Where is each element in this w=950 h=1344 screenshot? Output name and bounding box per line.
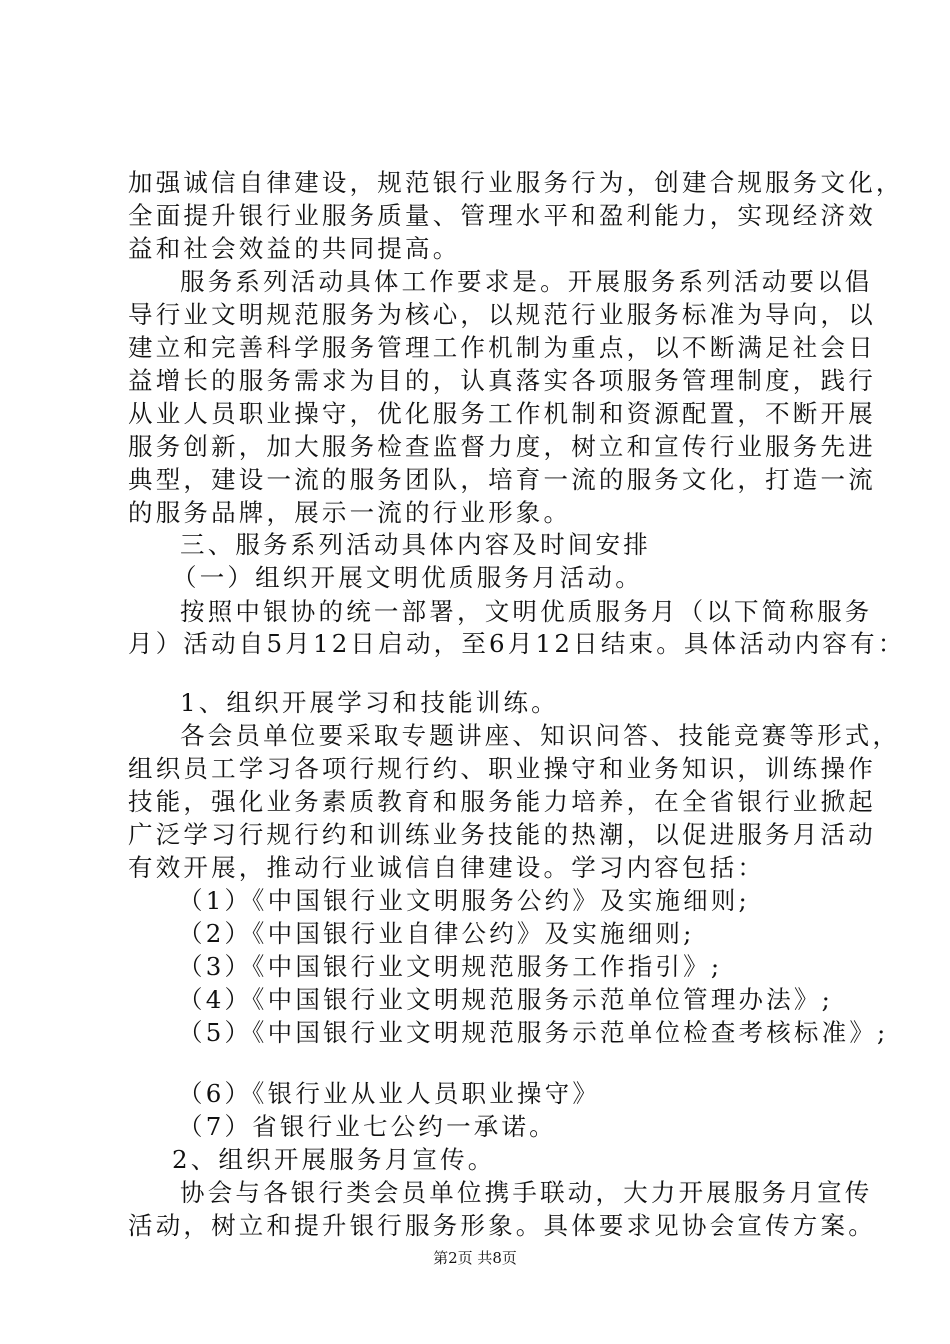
list-item: （3）《中国银行业文明规范服务工作指引》; — [178, 952, 723, 981]
paragraph-line: 活动，树立和提升银行服务形象。具体要求见协会宣传方案。 — [128, 1211, 876, 1240]
paragraph-line: 建立和完善科学服务管理工作机制为重点，以不断满足社会日 — [128, 333, 876, 362]
page-number-footer: 第2页 共8页 — [433, 1249, 517, 1267]
section-heading: 三、服务系列活动具体内容及时间安排 — [180, 530, 651, 559]
paragraph-line: 服务系列活动具体工作要求是。开展服务系列活动要以倡 — [180, 267, 873, 296]
paragraph-line: 组织员工学习各项行规行约、职业操守和业务知识，训练操作 — [128, 754, 876, 783]
paragraph-line: 的服务品牌，展示一流的行业形象。 — [128, 498, 572, 527]
paragraph-line: 有效开展，推动行业诚信自律建设。学习内容包括： — [128, 853, 766, 882]
list-item: （5）《中国银行业文明规范服务示范单位检查考核标准》; — [178, 1018, 889, 1047]
list-item: （6）《银行业从业人员职业操守》 — [178, 1079, 601, 1108]
paragraph-line: 技能，强化业务素质教育和服务能力培养，在全省银行业掀起 — [128, 787, 876, 816]
paragraph-line: 协会与各银行类会员单位携手联动，大力开展服务月宣传 — [180, 1178, 873, 1207]
paragraph-line: 导行业文明规范服务为核心，以规范行业服务标准为导向，以 — [128, 300, 876, 329]
paragraph-line: 益增长的服务需求为目的，认真落实各项服务管理制度，践行 — [128, 366, 876, 395]
list-item: （1）《中国银行业文明服务公约》及实施细则; — [178, 886, 750, 915]
item-heading: 2、组织开展服务月宣传。 — [172, 1145, 496, 1174]
paragraph-line: 益和社会效益的共同提高。 — [128, 234, 461, 263]
item-heading: 1、组织开展学习和技能训练。 — [180, 688, 559, 717]
list-item: （7）省银行业七公约一承诺。 — [178, 1112, 557, 1141]
list-item: （4）《中国银行业文明规范服务示范单位管理办法》; — [178, 985, 834, 1014]
paragraph-line: 加强诚信自律建设，规范银行业服务行为，创建合规服务文化， — [128, 168, 904, 197]
paragraph-line: 各会员单位要采取专题讲座、知识问答、技能竞赛等形式， — [180, 721, 901, 750]
paragraph-line: 服务创新，加大服务检查监督力度，树立和宣传行业服务先进 — [128, 432, 876, 461]
paragraph-line: 典型，建设一流的服务团队，培育一流的服务文化，打造一流 — [128, 465, 876, 494]
subsection-heading: （一）组织开展文明优质服务月活动。 — [172, 563, 643, 592]
list-item: （2）《中国银行业自律公约》及实施细则; — [178, 919, 695, 948]
paragraph-line: 广泛学习行规行约和训练业务技能的热潮，以促进服务月活动 — [128, 820, 876, 849]
paragraph-line: 全面提升银行业服务质量、管理水平和盈利能力，实现经济效 — [128, 201, 876, 230]
paragraph-line: 月）活动自5月12日启动，至6月12日结束。具体活动内容有： — [128, 629, 906, 658]
paragraph-line: 按照中银协的统一部署，文明优质服务月（以下简称服务 — [180, 597, 873, 626]
paragraph-line: 从业人员职业操守，优化服务工作机制和资源配置，不断开展 — [128, 399, 876, 428]
